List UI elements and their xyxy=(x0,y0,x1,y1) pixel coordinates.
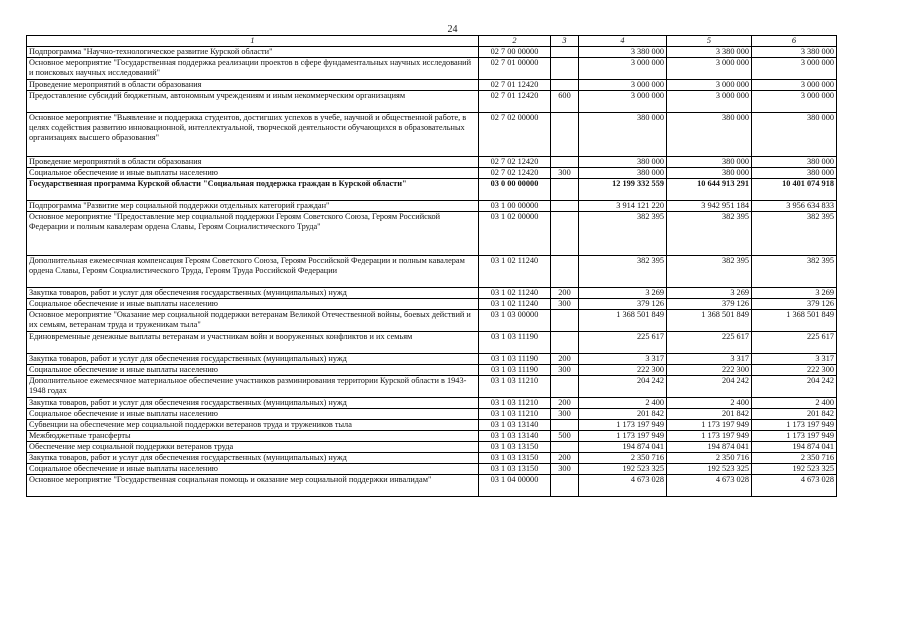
row-name: Закупка товаров, работ и услуг для обеспечения государственных (муниципальных) нужд xyxy=(27,398,479,409)
row-name: Социальное обеспечение и иные выплаты населению xyxy=(27,168,479,179)
row-amount-col6: 3 269 xyxy=(752,288,837,299)
row-name: Дополнительная ежемесячная компенсация Героям Советского Союза, Героям Российской Федерации и полным кавалерам ордена Славы, Героям Социалистического Труда, Героям Труда Российской Федерации xyxy=(27,256,479,288)
table-row xyxy=(27,179,837,201)
row-amount-col6: 225 617 xyxy=(752,332,837,354)
row-amount-col5: 201 842 xyxy=(667,409,752,420)
row-expense-type: 200 xyxy=(551,354,579,365)
row-expense-type: 300 xyxy=(551,168,579,179)
row-amount-col6: 201 842 xyxy=(752,409,837,420)
table-row xyxy=(27,47,837,58)
row-amount-col5: 382 395 xyxy=(667,212,752,256)
row-name: Проведение мероприятий в области образования xyxy=(27,80,479,91)
row-amount-col4: 2 350 716 xyxy=(579,453,667,464)
table-row xyxy=(27,354,837,365)
row-code: 03 1 03 13150 xyxy=(479,464,551,475)
row-amount-col5: 225 617 xyxy=(667,332,752,354)
column-number: 5 xyxy=(667,36,752,47)
table-row xyxy=(27,464,837,475)
row-amount-col5: 2 350 716 xyxy=(667,453,752,464)
row-amount-col5: 222 300 xyxy=(667,365,752,376)
row-amount-col6: 1 173 197 949 xyxy=(752,420,837,431)
budget-table xyxy=(26,35,837,497)
row-amount-col5: 192 523 325 xyxy=(667,464,752,475)
row-name: Основное мероприятие "Государственная поддержка реализации проектов в сфере фундаментальных научных исследований и поисковых научных исследований" xyxy=(27,58,479,80)
row-expense-type: 300 xyxy=(551,409,579,420)
row-amount-col5: 3 000 000 xyxy=(667,91,752,113)
row-code: 02 7 02 12420 xyxy=(479,157,551,168)
row-amount-col4: 3 000 000 xyxy=(579,58,667,80)
row-code: 03 1 03 00000 xyxy=(479,310,551,332)
row-amount-col4: 222 300 xyxy=(579,365,667,376)
table-row xyxy=(27,431,837,442)
table-row xyxy=(27,58,837,80)
table-row xyxy=(27,256,837,288)
table-row xyxy=(27,212,837,256)
row-amount-col6: 10 401 074 918 xyxy=(752,179,837,201)
row-amount-col6: 382 395 xyxy=(752,212,837,256)
table-row xyxy=(27,376,837,398)
table-row xyxy=(27,475,837,497)
row-amount-col6: 3 000 000 xyxy=(752,91,837,113)
row-name: Обеспечение мер социальной поддержки ветеранов труда xyxy=(27,442,479,453)
row-amount-col6: 3 956 634 833 xyxy=(752,201,837,212)
table-row xyxy=(27,157,837,168)
table-row xyxy=(27,453,837,464)
row-amount-col6: 379 126 xyxy=(752,299,837,310)
row-name: Социальное обеспечение и иные выплаты населению xyxy=(27,365,479,376)
row-name: Дополнительное ежемесячное материальное обеспечение участников разминирования территории Курской области в 1943-1948 годах xyxy=(27,376,479,398)
table-row xyxy=(27,310,837,332)
row-name: Предоставление субсидий бюджетным, автономным учреждениям и иным некоммерческим организациям xyxy=(27,91,479,113)
row-code: 02 7 01 12420 xyxy=(479,91,551,113)
row-code: 03 0 00 00000 xyxy=(479,179,551,201)
row-amount-col4: 3 000 000 xyxy=(579,80,667,91)
row-name: Основное мероприятие "Оказание мер социальной поддержки ветеранам Великой Отечественной войны, боевых действий и их семьям, ветеранам труда и труженикам тыла" xyxy=(27,310,479,332)
row-name: Межбюджетные трансферты xyxy=(27,431,479,442)
row-amount-col4: 1 173 197 949 xyxy=(579,420,667,431)
row-amount-col4: 382 395 xyxy=(579,256,667,288)
row-code: 03 1 02 11240 xyxy=(479,256,551,288)
row-code: 03 1 04 00000 xyxy=(479,475,551,497)
row-amount-col4: 3 000 000 xyxy=(579,91,667,113)
row-expense-type xyxy=(551,420,579,431)
row-code: 03 1 03 11190 xyxy=(479,354,551,365)
row-amount-col6: 380 000 xyxy=(752,168,837,179)
row-code: 03 1 03 11210 xyxy=(479,409,551,420)
row-name: Социальное обеспечение и иные выплаты населению xyxy=(27,464,479,475)
row-expense-type xyxy=(551,310,579,332)
table-row xyxy=(27,91,837,113)
row-amount-col4: 2 400 xyxy=(579,398,667,409)
row-code: 02 7 02 00000 xyxy=(479,113,551,157)
row-amount-col5: 3 942 951 184 xyxy=(667,201,752,212)
table-row xyxy=(27,288,837,299)
table-row xyxy=(27,365,837,376)
row-expense-type xyxy=(551,475,579,497)
row-code: 03 1 03 11210 xyxy=(479,398,551,409)
row-amount-col6: 222 300 xyxy=(752,365,837,376)
row-code: 03 1 03 11210 xyxy=(479,376,551,398)
row-amount-col6: 380 000 xyxy=(752,113,837,157)
row-amount-col5: 2 400 xyxy=(667,398,752,409)
row-name: Закупка товаров, работ и услуг для обеспечения государственных (муниципальных) нужд xyxy=(27,453,479,464)
row-name: Основное мероприятие "Государственная социальная помощь и оказание мер социальной поддержки инвалидам" xyxy=(27,475,479,497)
row-amount-col6: 192 523 325 xyxy=(752,464,837,475)
row-amount-col5: 380 000 xyxy=(667,168,752,179)
row-amount-col5: 4 673 028 xyxy=(667,475,752,497)
row-code: 03 1 03 13150 xyxy=(479,442,551,453)
row-expense-type xyxy=(551,442,579,453)
row-amount-col5: 3 317 xyxy=(667,354,752,365)
row-amount-col6: 2 400 xyxy=(752,398,837,409)
row-expense-type: 300 xyxy=(551,365,579,376)
row-expense-type: 300 xyxy=(551,299,579,310)
row-name: Закупка товаров, работ и услуг для обеспечения государственных (муниципальных) нужд xyxy=(27,354,479,365)
table-row xyxy=(27,332,837,354)
row-code: 03 1 03 13140 xyxy=(479,431,551,442)
row-amount-col6: 4 673 028 xyxy=(752,475,837,497)
column-number: 3 xyxy=(551,36,579,47)
row-name: Государственная программа Курской области "Социальная поддержка граждан в Курской области" xyxy=(27,179,479,201)
row-code: 03 1 02 11240 xyxy=(479,299,551,310)
row-code: 03 1 02 11240 xyxy=(479,288,551,299)
row-amount-col5: 380 000 xyxy=(667,157,752,168)
row-amount-col4: 380 000 xyxy=(579,113,667,157)
row-expense-type xyxy=(551,179,579,201)
row-amount-col6: 1 173 197 949 xyxy=(752,431,837,442)
row-amount-col5: 3 269 xyxy=(667,288,752,299)
row-code: 03 1 03 13150 xyxy=(479,453,551,464)
row-amount-col4: 3 380 000 xyxy=(579,47,667,58)
row-expense-type: 200 xyxy=(551,288,579,299)
row-amount-col5: 1 173 197 949 xyxy=(667,420,752,431)
table-row xyxy=(27,442,837,453)
table-row xyxy=(27,168,837,179)
row-amount-col4: 201 842 xyxy=(579,409,667,420)
table-row xyxy=(27,80,837,91)
row-amount-col5: 10 644 913 291 xyxy=(667,179,752,201)
row-amount-col6: 3 000 000 xyxy=(752,58,837,80)
row-amount-col4: 1 368 501 849 xyxy=(579,310,667,332)
column-number: 2 xyxy=(479,36,551,47)
row-expense-type xyxy=(551,376,579,398)
row-code: 03 1 03 11190 xyxy=(479,365,551,376)
row-amount-col6: 382 395 xyxy=(752,256,837,288)
row-amount-col4: 12 199 332 559 xyxy=(579,179,667,201)
row-amount-col4: 1 173 197 949 xyxy=(579,431,667,442)
row-amount-col6: 3 000 000 xyxy=(752,80,837,91)
row-code: 02 7 01 00000 xyxy=(479,58,551,80)
row-amount-col6: 2 350 716 xyxy=(752,453,837,464)
table-row xyxy=(27,420,837,431)
row-amount-col6: 204 242 xyxy=(752,376,837,398)
row-amount-col5: 194 874 041 xyxy=(667,442,752,453)
row-amount-col4: 194 874 041 xyxy=(579,442,667,453)
row-name: Социальное обеспечение и иные выплаты населению xyxy=(27,409,479,420)
row-amount-col5: 1 173 197 949 xyxy=(667,431,752,442)
row-expense-type xyxy=(551,332,579,354)
row-expense-type xyxy=(551,58,579,80)
row-amount-col6: 3 380 000 xyxy=(752,47,837,58)
row-name: Основное мероприятие "Предоставление мер социальной поддержки Героям Советского Союза, Героям Российской Федерации и полным кавалерам ордена Славы, Героям Социалистического Труда" xyxy=(27,212,479,256)
table-row xyxy=(27,409,837,420)
row-name: Проведение мероприятий в области образования xyxy=(27,157,479,168)
row-name: Подпрограмма "Научно-технологическое развитие Курской области" xyxy=(27,47,479,58)
row-amount-col5: 1 368 501 849 xyxy=(667,310,752,332)
row-code: 03 1 03 11190 xyxy=(479,332,551,354)
row-amount-col4: 382 395 xyxy=(579,212,667,256)
row-expense-type xyxy=(551,80,579,91)
row-amount-col6: 1 368 501 849 xyxy=(752,310,837,332)
row-expense-type xyxy=(551,256,579,288)
row-name: Субвенции на обеспечение мер социальной поддержки ветеранов труда и тружеников тыла xyxy=(27,420,479,431)
table-row xyxy=(27,113,837,157)
row-expense-type xyxy=(551,201,579,212)
row-amount-col5: 379 126 xyxy=(667,299,752,310)
row-amount-col4: 379 126 xyxy=(579,299,667,310)
row-expense-type xyxy=(551,212,579,256)
column-number: 6 xyxy=(752,36,837,47)
row-amount-col5: 380 000 xyxy=(667,113,752,157)
row-expense-type xyxy=(551,47,579,58)
row-amount-col5: 204 242 xyxy=(667,376,752,398)
row-amount-col5: 382 395 xyxy=(667,256,752,288)
row-expense-type: 500 xyxy=(551,431,579,442)
row-amount-col4: 3 317 xyxy=(579,354,667,365)
row-code: 03 1 02 00000 xyxy=(479,212,551,256)
row-amount-col6: 380 000 xyxy=(752,157,837,168)
row-amount-col4: 3 269 xyxy=(579,288,667,299)
row-amount-col4: 380 000 xyxy=(579,157,667,168)
row-code: 02 7 01 12420 xyxy=(479,80,551,91)
row-name: Единовременные денежные выплаты ветеранам и участникам войн и вооруженных конфликтов и их семьям xyxy=(27,332,479,354)
row-amount-col5: 3 000 000 xyxy=(667,58,752,80)
column-number: 4 xyxy=(579,36,667,47)
row-expense-type: 200 xyxy=(551,453,579,464)
row-expense-type: 600 xyxy=(551,91,579,113)
row-amount-col6: 194 874 041 xyxy=(752,442,837,453)
row-code: 02 7 00 00000 xyxy=(479,47,551,58)
row-amount-col4: 192 523 325 xyxy=(579,464,667,475)
row-amount-col4: 380 000 xyxy=(579,168,667,179)
row-name: Закупка товаров, работ и услуг для обеспечения государственных (муниципальных) нужд xyxy=(27,288,479,299)
row-expense-type xyxy=(551,157,579,168)
row-amount-col6: 3 317 xyxy=(752,354,837,365)
row-amount-col5: 3 000 000 xyxy=(667,80,752,91)
column-number: 1 xyxy=(27,36,479,47)
table-row xyxy=(27,201,837,212)
row-amount-col5: 3 380 000 xyxy=(667,47,752,58)
row-name: Социальное обеспечение и иные выплаты населению xyxy=(27,299,479,310)
row-code: 02 7 02 12420 xyxy=(479,168,551,179)
row-amount-col4: 204 242 xyxy=(579,376,667,398)
row-expense-type: 200 xyxy=(551,398,579,409)
table-row xyxy=(27,398,837,409)
column-number-row xyxy=(27,36,837,47)
table-header xyxy=(27,36,837,47)
row-name: Подпрограмма "Развитие мер социальной поддержки отдельных категорий граждан" xyxy=(27,201,479,212)
row-amount-col4: 225 617 xyxy=(579,332,667,354)
row-expense-type xyxy=(551,113,579,157)
page-number: 24 xyxy=(447,24,458,35)
row-amount-col4: 3 914 121 220 xyxy=(579,201,667,212)
table-row xyxy=(27,299,837,310)
table-body xyxy=(27,47,837,497)
row-code: 03 1 00 00000 xyxy=(479,201,551,212)
row-name: Основное мероприятие "Выявление и поддержка студентов, достигших успехов в учебе, научной и общественной работе, в целях содействия развитию инновационной, интеллектуальной, творческой деятельности обучающихся в образовательных организациях высшего образования" xyxy=(27,113,479,157)
row-amount-col4: 4 673 028 xyxy=(579,475,667,497)
row-expense-type: 300 xyxy=(551,464,579,475)
row-code: 03 1 03 13140 xyxy=(479,420,551,431)
